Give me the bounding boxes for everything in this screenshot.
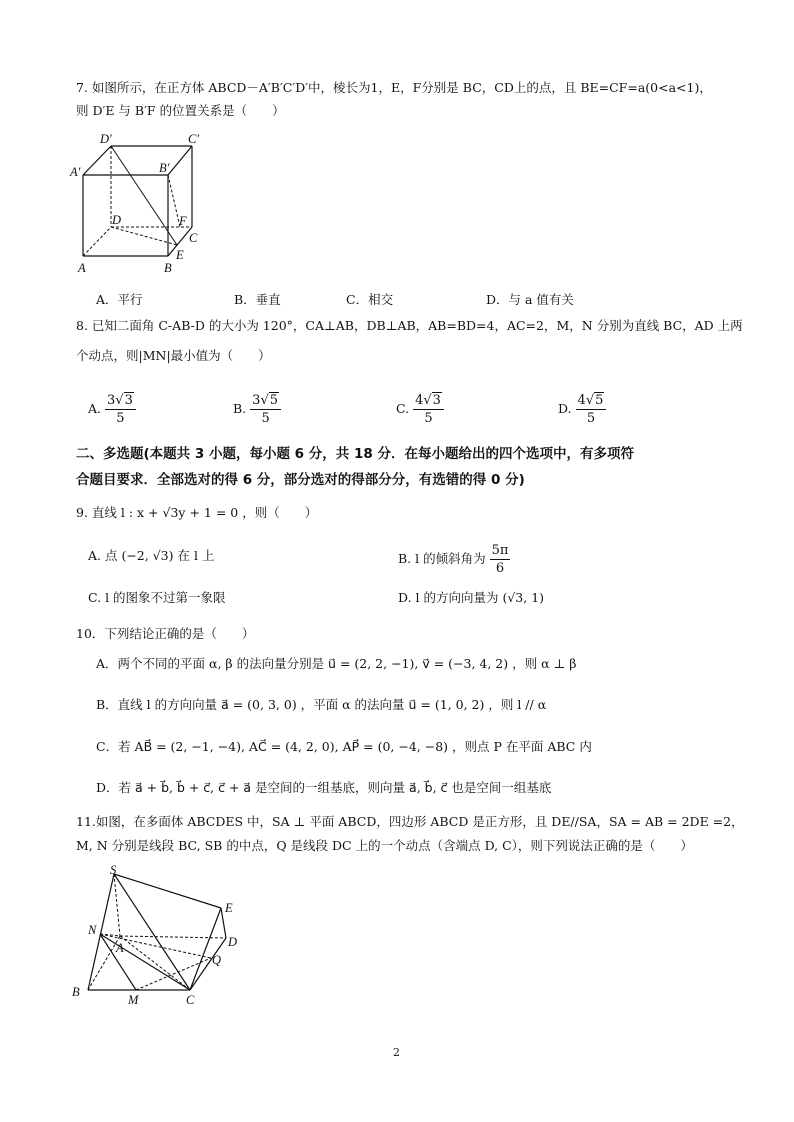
- q10-stem: 10．下列结论正确的是（ ）: [76, 626, 255, 641]
- q7-label-B: B: [164, 261, 172, 275]
- q8-stem-line1: 8. 已知二面角 C-AB-D 的大小为 120°，CA⊥AB，DB⊥AB，AB=BD=4，AC=2，M，N 分别为直线 BC，AD 上两: [76, 318, 743, 333]
- section2-heading-line2: 合题目要求．全部选对的得 6 分，部分选对的得部分分，有选错的得 0 分): [76, 472, 525, 488]
- q7-option-c: C．相交: [346, 292, 394, 307]
- q9-option-a: A. 点 (−2, √3) 在 l 上: [88, 548, 215, 563]
- q8-option-d: D. $\frac{4√5}{5}$: [558, 392, 606, 427]
- q8-option-b: B. $\frac{3√5}{5}$: [233, 392, 281, 427]
- q7-label-B-prime: B′: [159, 161, 170, 175]
- q9-option-b: B. l 的倾斜角为 $\frac{5\pi}{6}$: [398, 543, 509, 576]
- section2-heading-line1: 二、多选题(本题共 3 小题，每小题 6 分，共 18 分．在每小题给出的四个选项中，有多项符: [76, 446, 634, 462]
- q7-option-a: A．平行: [96, 292, 143, 307]
- q7-label-C-prime: C′: [188, 132, 200, 146]
- q11-label-D: D: [228, 935, 238, 949]
- q7-stem-line1: 7. 如图所示，在正方体 ABCD－A′B′C′D′中，棱长为1，E，F分别是 BC，CD上的点，且 BE=CF=a(0<a<1)，: [76, 80, 712, 95]
- q11-label-E: E: [225, 901, 233, 915]
- q11-stem-line2: M, N 分别是线段 BC, SB 的中点，Q 是线段 DC 上的一个动点（含端点 D, C），则下列说法正确的是（ ）: [76, 838, 693, 853]
- q7-label-A: A: [78, 261, 86, 275]
- q9-option-d: D. l 的方向向量为 (√3, 1): [398, 590, 545, 605]
- q11-polyhedron-figure: [66, 860, 256, 1010]
- q8-option-c: C. $\frac{4√3}{5}$: [396, 392, 444, 427]
- q9-option-c: C. l 的图象不过第一象限: [88, 590, 226, 605]
- q11-label-N: N: [88, 923, 97, 937]
- q7-label-F: F: [179, 214, 187, 228]
- q11-label-Q: Q: [212, 953, 222, 967]
- q10-option-a: A．两个不同的平面 α, β 的法向量分别是 u⃗ = (2, 2, −1), v⃗ = (−3, 4, 2) ，则 α ⊥ β: [96, 656, 577, 671]
- q10-option-c: C．若 AB⃗ = (2, −1, −4), AC⃗ = (4, 2, 0), AP⃗ = (0, −4, −8) ，则点 P 在平面 ABC 内: [96, 739, 592, 754]
- q7-label-A-prime: A′: [70, 165, 81, 179]
- q7-label-D-prime: D′: [100, 132, 112, 146]
- q10-option-b: B．直线 l 的方向向量 a⃗ = (0, 3, 0) ，平面 α 的法向量 u⃗ = (1, 0, 2) ，则 l // α: [96, 697, 547, 712]
- q7-option-b: B．垂直: [234, 292, 281, 307]
- q7-label-C: C: [189, 231, 198, 245]
- q7-label-D: D: [112, 213, 122, 227]
- q11-label-B: B: [72, 985, 80, 999]
- q11-stem-line1: 11.如图，在多面体 ABCDES 中，SA ⊥ 平面 ABCD，四边形 ABCD 是正方形，且 DE//SA，SA = AB = 2DE =2，: [76, 814, 744, 829]
- q7-cube-figure: [64, 128, 214, 278]
- q8-option-a: A. $\frac{3√3}{5}$: [88, 392, 136, 427]
- q11-label-C: C: [186, 993, 195, 1007]
- q10-option-d: D．若 a⃗ + b⃗, b⃗ + c⃗, c⃗ + a⃗ 是空间的一组基底，则向量 a⃗, b⃗, c⃗ 也是空间一组基底: [96, 780, 552, 795]
- q8-stem-line2: 个动点，则|MN|最小值为（ ）: [76, 348, 271, 363]
- q7-option-d: D．与 a 值有关: [486, 292, 574, 307]
- q9-stem: 9. 直线 l : x + √3y + 1 = 0 ，则（ ）: [76, 505, 318, 520]
- q7-label-E: E: [176, 248, 184, 262]
- q11-label-M: M: [128, 993, 139, 1007]
- q7-stem-line2: 则 D′E 与 B′F 的位置关系是（ ）: [76, 103, 285, 118]
- page-number: 2: [393, 1046, 400, 1059]
- q11-label-S: S: [110, 863, 117, 877]
- q11-label-A: A: [116, 941, 124, 955]
